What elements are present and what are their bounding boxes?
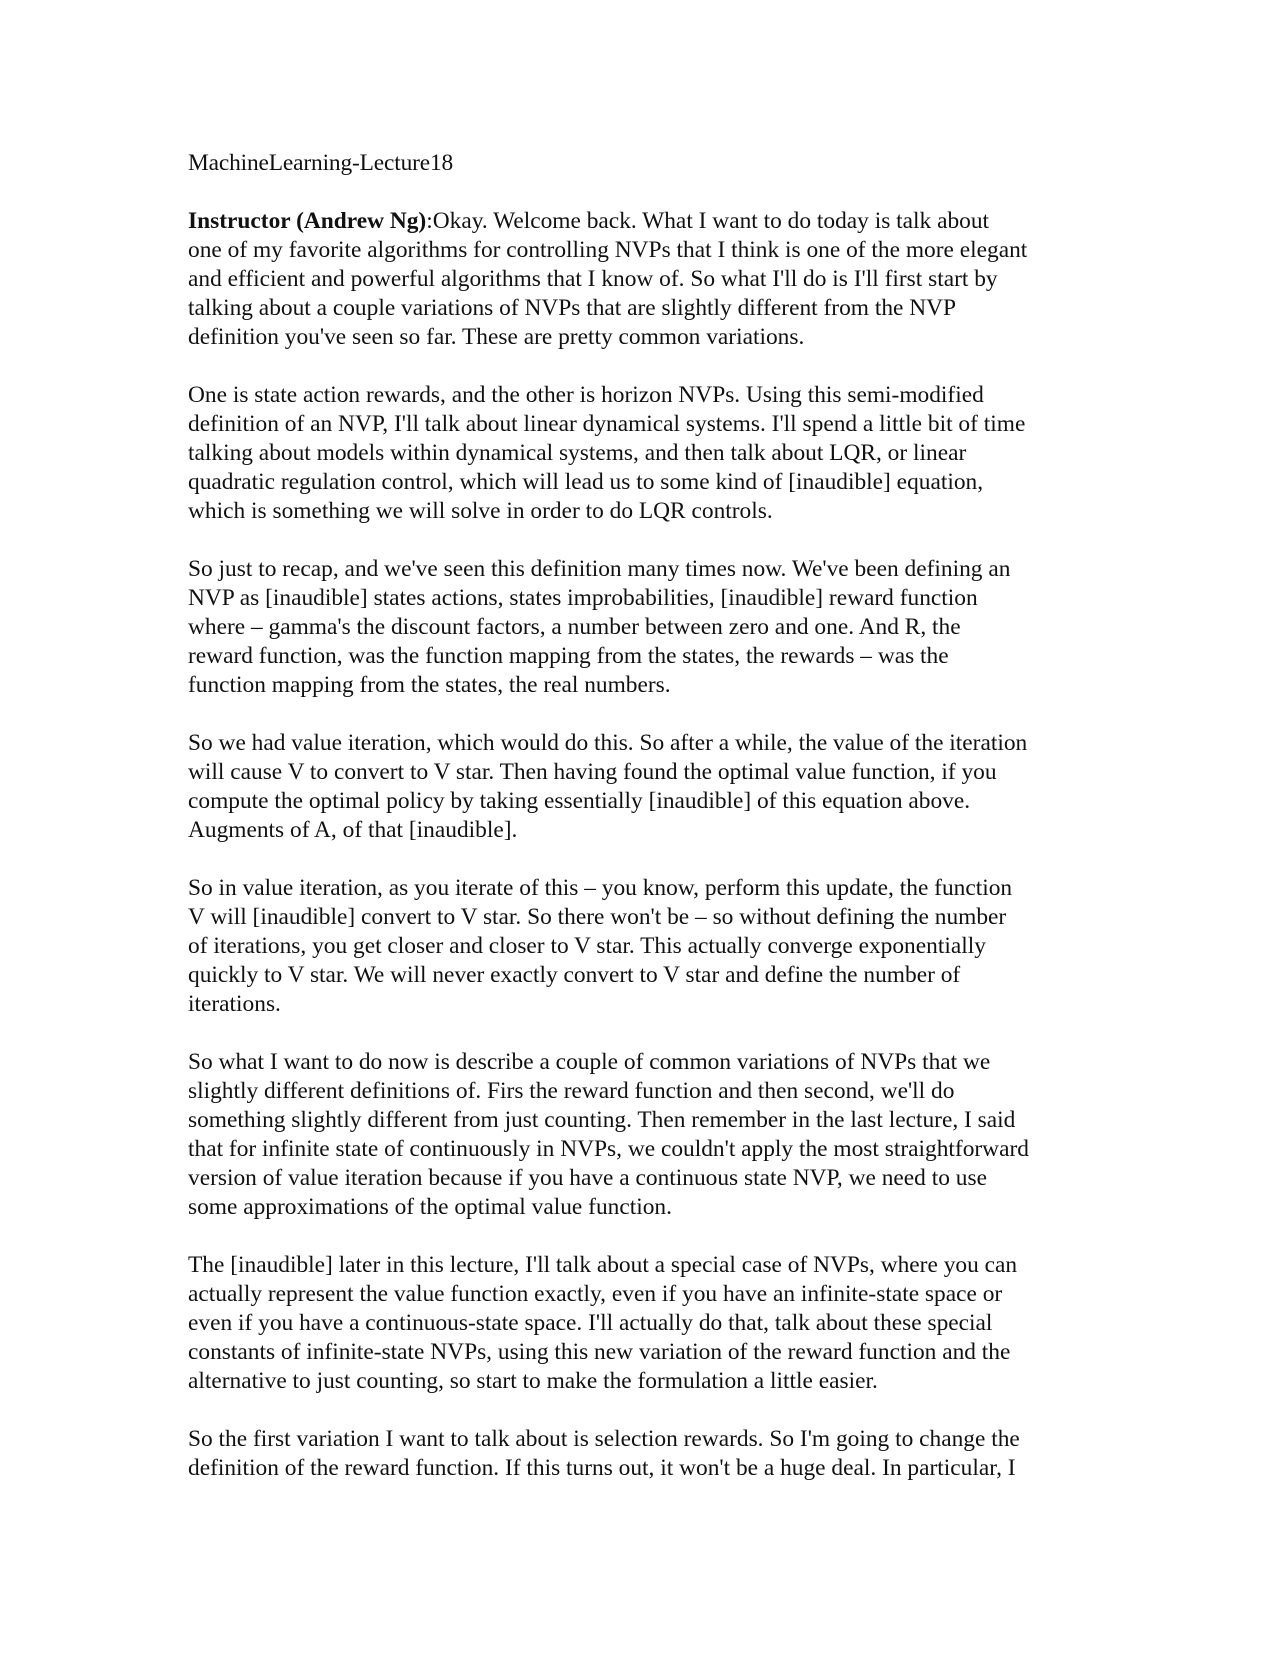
paragraph-line: So the first variation I want to talk about is selection rewards. So I'm going to change the [188, 1426, 1020, 1452]
paragraph-line: So just to recap, and we've seen this definition many times now. We've been defining an [188, 556, 1011, 582]
paragraph-line: The [inaudible] later in this lecture, I'll talk about a special case of NVPs, where you can [188, 1252, 1018, 1278]
paragraph-4 [188, 729, 1118, 845]
paragraph-line: definition of an NVP, I'll talk about linear dynamical systems. I'll spend a little bit of time [188, 411, 1026, 437]
paragraph-line: and efficient and powerful algorithms that I know of. So what I'll do is I'll first start by [188, 266, 998, 292]
paragraph-line: So in value iteration, as you iterate of this – you know, perform this update, the function [188, 875, 1013, 901]
paragraph-line: constants of infinite-state NVPs, using this new variation of the reward function and the [188, 1339, 1011, 1365]
paragraph-line: alternative to just counting, so start to make the formulation a little easier. [188, 1368, 878, 1394]
paragraph-line: So what I want to do now is describe a couple of common variations of NVPs that we [188, 1049, 991, 1075]
paragraph-line: slightly different definitions of. Firs the reward function and then second, we'll do [188, 1078, 955, 1104]
paragraph-line: iterations. [188, 991, 281, 1017]
paragraph-5 [188, 874, 1118, 1019]
paragraph-line: V will [inaudible] convert to V star. So there won't be – so without defining the number [188, 904, 1007, 930]
paragraph-line: something slightly different from just counting. Then remember in the last lecture, I said [188, 1107, 1016, 1133]
paragraph-8 [188, 1425, 1118, 1483]
paragraph-line: One is state action rewards, and the other is horizon NVPs. Using this semi-modified [188, 382, 984, 408]
document-content [188, 149, 1118, 1512]
paragraph-line: quickly to V star. We will never exactly convert to V star and define the number of [188, 962, 961, 988]
paragraph-line: will cause V to convert to V star. Then having found the optimal value function, if you [188, 759, 997, 785]
paragraph-7 [188, 1251, 1118, 1396]
paragraph-line: quadratic regulation control, which will lead us to some kind of [inaudible] equation, [188, 469, 984, 495]
speaker-label: Instructor (Andrew Ng) [188, 208, 427, 234]
paragraph-line: definition of the reward function. If this turns out, it won't be a huge deal. In particular, I [188, 1455, 1016, 1481]
paragraph-6 [188, 1048, 1118, 1222]
document-title: MachineLearning-Lecture18 [188, 150, 454, 176]
paragraph-line-text: :Okay. Welcome back. What I want to do today is talk about [426, 208, 990, 234]
paragraph-line: of iterations, you get closer and closer to V star. This actually converge exponentially [188, 933, 986, 959]
paragraph-3 [188, 555, 1118, 700]
paragraph-line: some approximations of the optimal value function. [188, 1194, 672, 1220]
paragraph-1 [188, 207, 1118, 352]
paragraph-line: one of my favorite algorithms for controlling NVPs that I think is one of the more elegant [188, 237, 1028, 263]
paragraph-2 [188, 381, 1118, 526]
paragraph-line: version of value iteration because if you have a continuous state NVP, we need to use [188, 1165, 987, 1191]
paragraph-line: reward function, was the function mapping from the states, the rewards – was the [188, 643, 949, 669]
paragraph-line: even if you have a continuous-state space. I'll actually do that, talk about these special [188, 1310, 993, 1336]
paragraph-line: actually represent the value function exactly, even if you have an infinite-state space or [188, 1281, 1003, 1307]
paragraph-line: compute the optimal policy by taking essentially [inaudible] of this equation above. [188, 788, 971, 814]
paragraph-line [188, 207, 1118, 236]
paragraph-line: So we had value iteration, which would do this. So after a while, the value of the iteration [188, 730, 1028, 756]
paragraph-line: that for infinite state of continuously in NVPs, we couldn't apply the most straightforward [188, 1136, 1029, 1162]
paragraph-line: function mapping from the states, the real numbers. [188, 672, 671, 698]
paragraph-line: Augments of A, of that [inaudible]. [188, 817, 518, 843]
paragraph-line: definition you've seen so far. These are pretty common variations. [188, 324, 805, 350]
paragraph-line: where – gamma's the discount factors, a number between zero and one. And R, the [188, 614, 961, 640]
paragraph-line: which is something we will solve in order to do LQR controls. [188, 498, 773, 524]
paragraph-line: NVP as [inaudible] states actions, states improbabilities, [inaudible] reward function [188, 585, 978, 611]
paragraph-line: talking about a couple variations of NVPs that are slightly different from the NVP [188, 295, 957, 321]
paragraph-line: talking about models within dynamical systems, and then talk about LQR, or linear [188, 440, 967, 466]
